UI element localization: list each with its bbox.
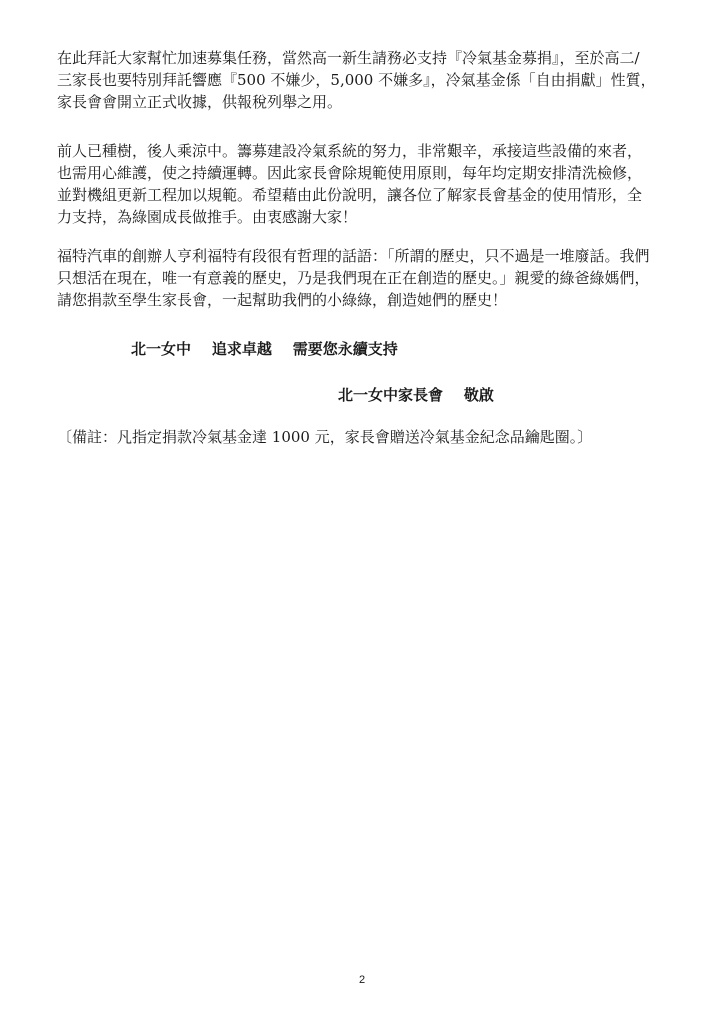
paragraph-appeal bbox=[57, 47, 677, 113]
footnote-remark: 〔備註：凡指定捐款冷氣基金達 1000 元，家長會贈送冷氣基金紀念品鑰匙圈。〕 bbox=[57, 428, 593, 446]
paragraph-ford-quote bbox=[57, 245, 677, 311]
paragraph-line: 福特汽車的創辦人亨利福特有段很有哲理的話語：「所謂的歷史，只不過是一堆廢話。我們 bbox=[57, 247, 650, 265]
page-number: 2 bbox=[358, 974, 366, 986]
paragraph-maintenance bbox=[57, 140, 677, 228]
slogan: 北一女中 追求卓越 需要您永續支持 bbox=[131, 340, 398, 358]
paragraph-line: 三家長也要特別拜託響應『500 不嫌少，5,000 不嫌多』，冷氣基金係「自由捐獻」性質， bbox=[57, 71, 656, 89]
paragraph-line: 並對機組更新工程加以規範。希望藉由此份說明，讓各位了解家長會基金的使用情形，全 bbox=[57, 186, 643, 204]
paragraph-line: 前人已種樹，後人乘涼中。籌募建設冷氣系統的努力，非常艱辛，承接這些設備的來者， bbox=[57, 142, 643, 160]
paragraph-line: 只想活在現在，唯一有意義的歷史，乃是我們現在正在創造的歷史。」親愛的綠爸綠媽們， bbox=[57, 269, 650, 287]
paragraph-line: 在此拜託大家幫忙加速募集任務，當然高一新生請務必支持『冷氣基金募捐』，至於高二/ bbox=[57, 49, 640, 67]
paragraph-line: 家長會會開立正式收據，供報稅列舉之用。 bbox=[57, 93, 343, 111]
paragraph-line: 請您捐款至學生家長會，一起幫助我們的小綠綠，創造她們的歷史！ bbox=[57, 291, 508, 309]
paragraph-line: 也需用心維護，使之持續運轉。因此家長會除規範使用原則，每年均定期安排清洗檢修， bbox=[57, 164, 643, 182]
paragraph-line: 力支持，為綠園成長做推手。由衷感謝大家！ bbox=[57, 208, 358, 226]
signature: 北一女中家長會 敬啟 bbox=[338, 386, 494, 404]
